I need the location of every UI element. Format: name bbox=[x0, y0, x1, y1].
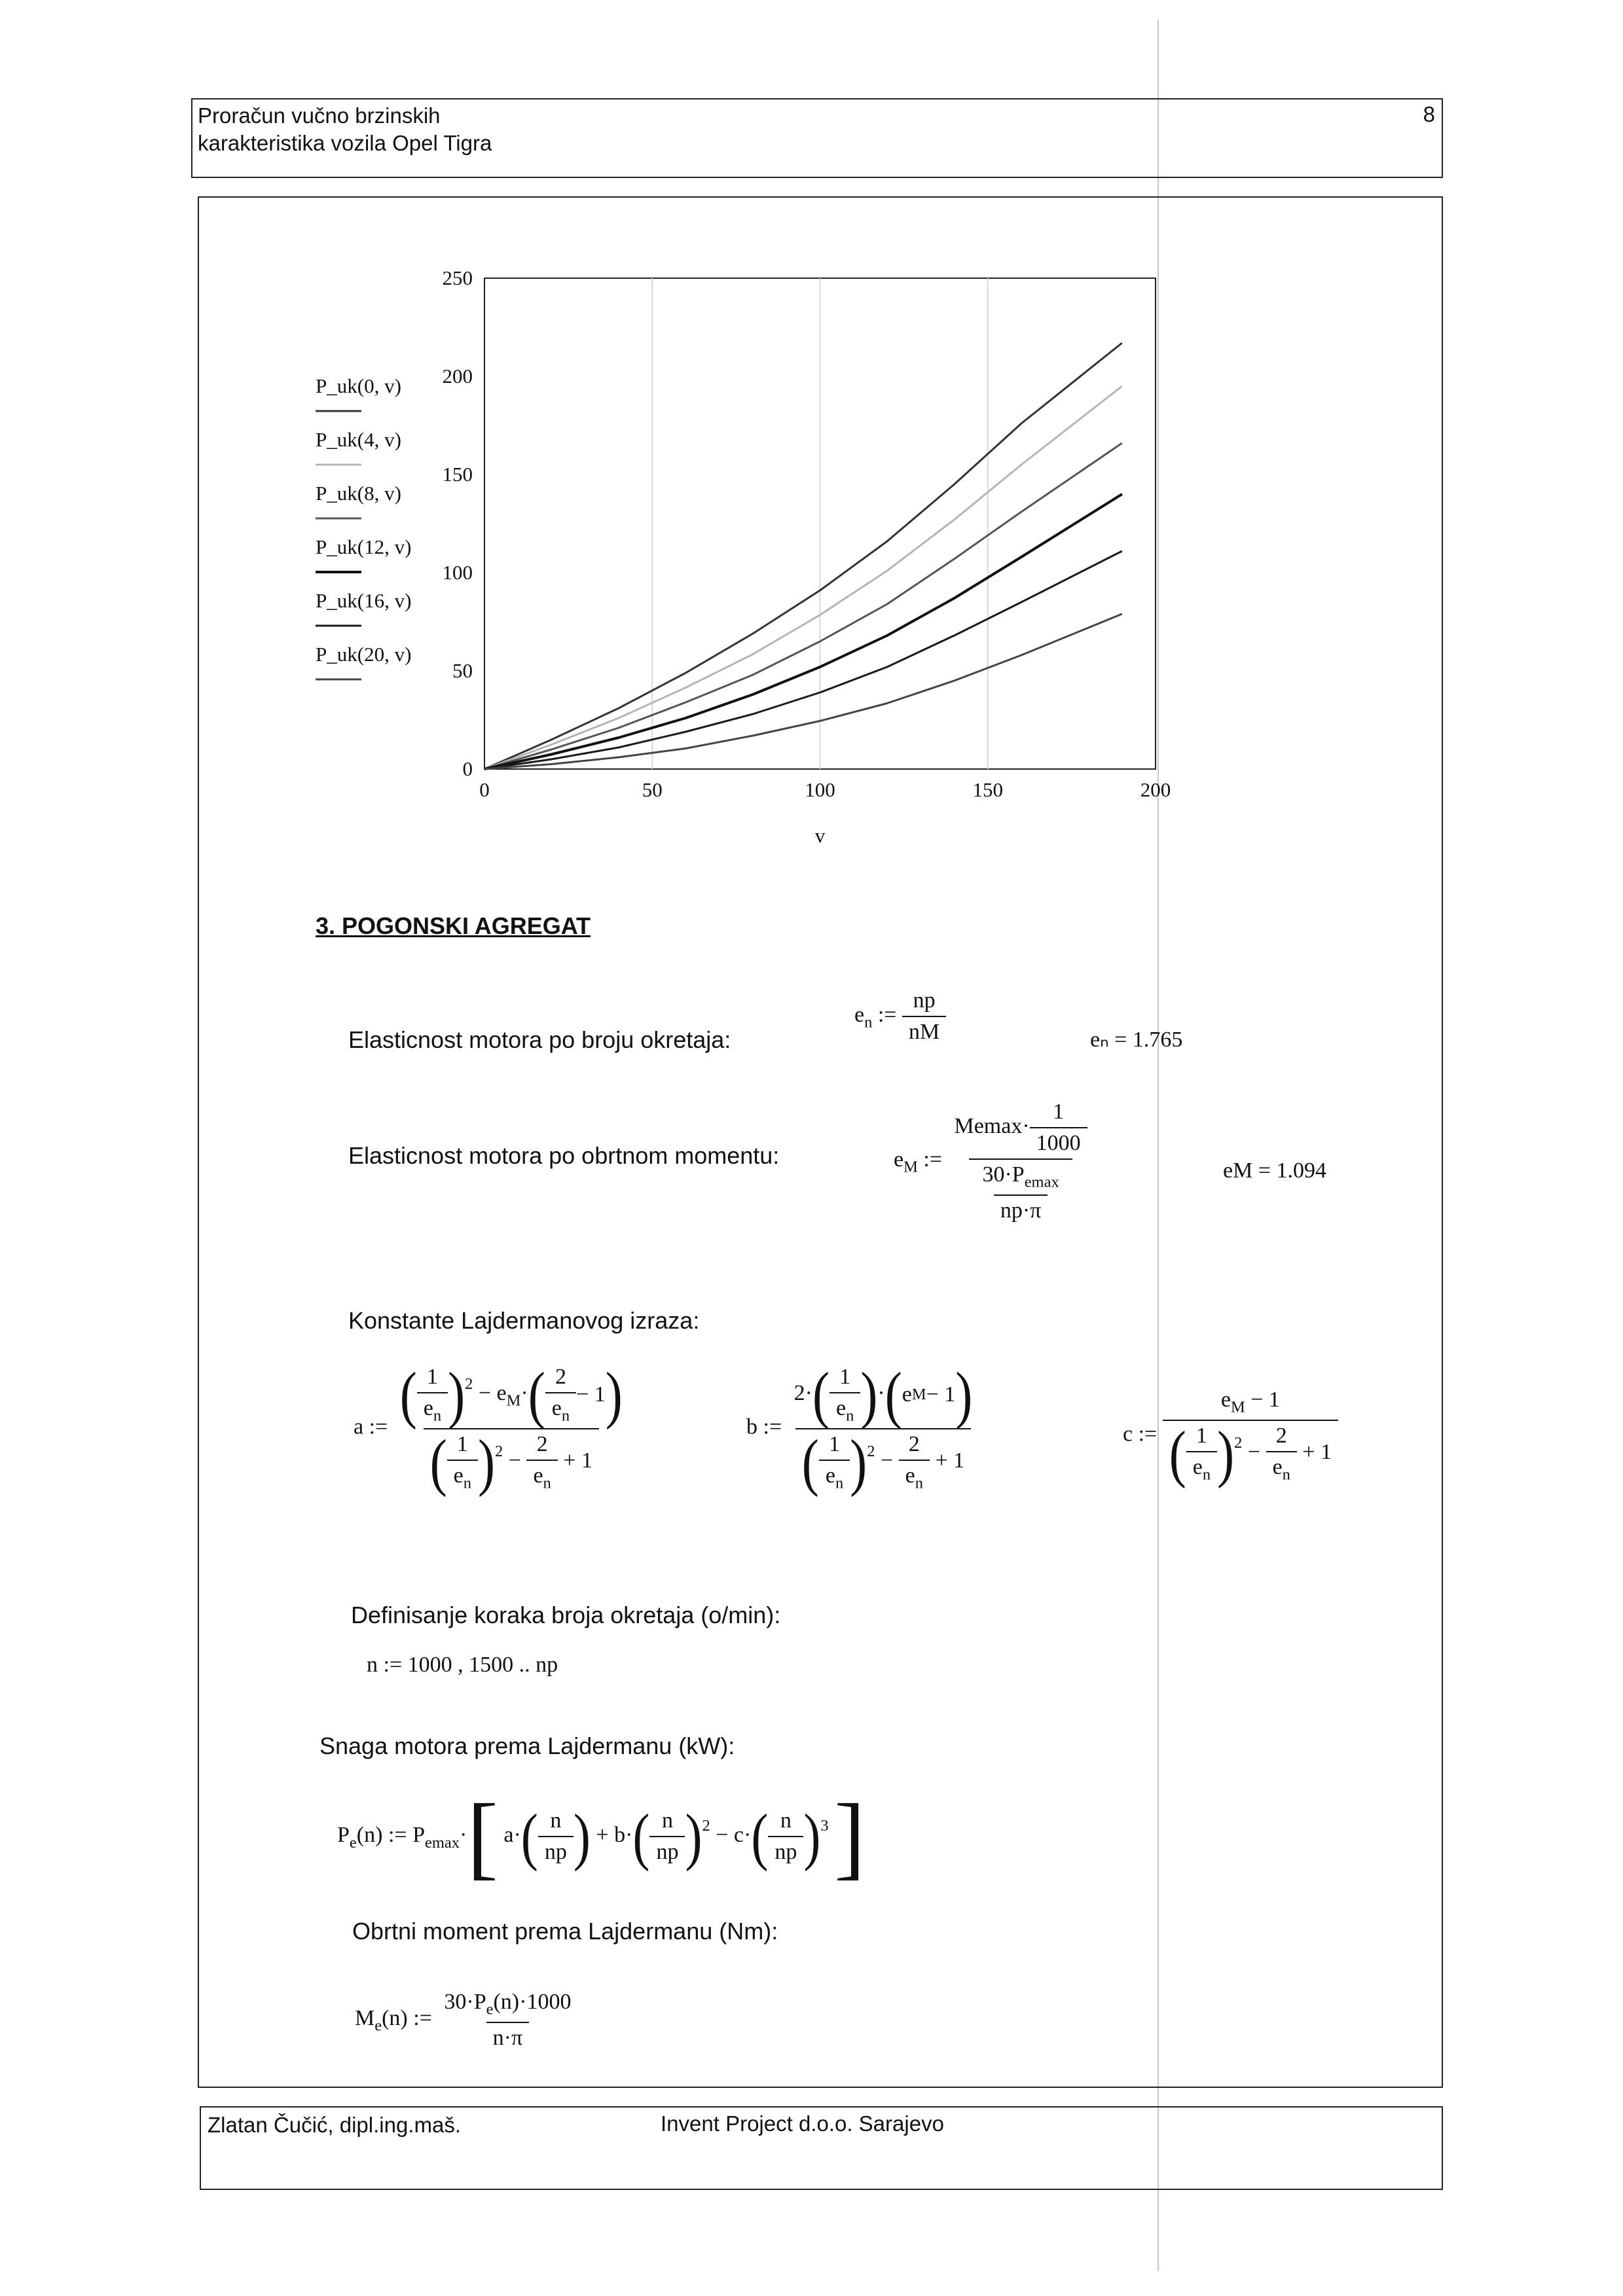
y-tick-label-0: 0 bbox=[462, 757, 473, 780]
legend-label-0: P_uk(0, v) bbox=[316, 374, 401, 397]
formula-a: a := ( $\frac{1}{e_n}$ ) $^2 - e_M\cdot$ ( $\frac{2}{e_n}$ − 1 ) ( $\frac{1}{e_n}$ ) $^2$ − $\frac{2}{e_n}$ + 1 bbox=[354, 1359, 623, 1498]
series-line-3 bbox=[484, 494, 1122, 769]
x-tick-label-2: 100 bbox=[805, 778, 835, 801]
header-box bbox=[191, 98, 1443, 178]
y-tick-label-5: 250 bbox=[442, 266, 473, 289]
y-tick-label-3: 150 bbox=[442, 463, 473, 486]
section-heading: 3. POGONSKI AGREGAT bbox=[316, 912, 591, 939]
formula-c: c := $e_M - 1$ ( $\frac{1}{e_n}$ ) $^2$ − $\frac{2}{e_n}$ + 1 bbox=[1123, 1388, 1338, 1484]
series-line-0 bbox=[484, 343, 1122, 769]
header-title-line2: karakteristika vozila Opel Tigra bbox=[198, 131, 492, 155]
legend-label-5: P_uk(20, v) bbox=[316, 643, 412, 666]
legend-label-1: P_uk(4, v) bbox=[316, 428, 401, 451]
x-tick-label-3: 150 bbox=[972, 778, 1003, 801]
y-tick-label-1: 50 bbox=[452, 659, 473, 682]
x-axis-label: v bbox=[814, 824, 826, 847]
result-en: eₙ = 1.765 bbox=[1090, 1028, 1183, 1052]
formula-eM: $e_M$ := Memax· $\frac{1}{1000}$ $\frac{30\cdot P_{emax}}{np\cdot\pi}$ bbox=[894, 1100, 1094, 1223]
series-line-1 bbox=[484, 386, 1122, 769]
x-tick-label-1: 50 bbox=[642, 778, 663, 801]
header-title-line1: Proračun vučno brzinskih bbox=[198, 103, 441, 128]
footer-box bbox=[200, 2106, 1443, 2190]
formula-Me: $M_e(n)$ := $\frac{30\cdot P_e(n)\cdot 1000}{n\cdot\pi}$ bbox=[355, 1990, 572, 2050]
footer-author: Zlatan Čučić, dipl.ing.maš. bbox=[208, 2113, 461, 2137]
legend-label-4: P_uk(16, v) bbox=[316, 589, 412, 612]
label-koraci: Definisanje koraka broja okretaja (o/min): bbox=[351, 1602, 781, 1628]
label-moment: Obrtni moment prema Lajdermanu (Nm): bbox=[352, 1918, 778, 1945]
series-line-4 bbox=[484, 551, 1122, 769]
label-elasticnost-momentu: Elasticnost motora po obrtnom momentu: bbox=[348, 1142, 780, 1169]
series-line-5 bbox=[484, 614, 1122, 769]
formula-Pe: $P_e(n)$ := $P_{emax}\cdot$[ a· ( $\frac{n}{np}$ ) + b· ( $\frac{n}{np}$ ) $^2$ − c· ( $\frac{n}{np}$ ) $^3$ ] bbox=[337, 1785, 866, 1888]
formula-n-range: n := 1000 , 1500 .. np bbox=[367, 1653, 558, 1677]
page-number: 8 bbox=[1423, 102, 1435, 126]
x-tick-label-0: 0 bbox=[479, 778, 490, 801]
label-elasticnost-okretaja: Elasticnost motora po broju okretaja: bbox=[348, 1026, 731, 1053]
formula-en: $e_n$ := $\frac{np}{nM}$ bbox=[854, 988, 946, 1045]
series-line-2 bbox=[484, 443, 1122, 769]
y-tick-label-4: 200 bbox=[442, 365, 473, 387]
label-snaga: Snaga motora prema Lajdermanu (kW): bbox=[319, 1732, 735, 1759]
x-tick-label-4: 200 bbox=[1140, 778, 1171, 801]
plot-area bbox=[316, 266, 1171, 847]
label-konstante: Konstante Lajdermanovog izraza: bbox=[348, 1307, 700, 1334]
legend-label-2: P_uk(8, v) bbox=[316, 482, 401, 505]
power-chart bbox=[288, 262, 1205, 851]
y-tick-label-2: 100 bbox=[442, 561, 473, 584]
formula-b: b := 2· ( $\frac{1}{e_n}$ ) · ( e M − 1 ) ( $\frac{1}{e_n}$ ) $^2$ − $\frac{2}{e_n}$ + 1 bbox=[746, 1359, 973, 1498]
legend-label-3: P_uk(12, v) bbox=[316, 535, 412, 558]
result-eM: eM = 1.094 bbox=[1223, 1158, 1326, 1183]
footer-company: Invent Project d.o.o. Sarajevo bbox=[661, 2111, 944, 2136]
